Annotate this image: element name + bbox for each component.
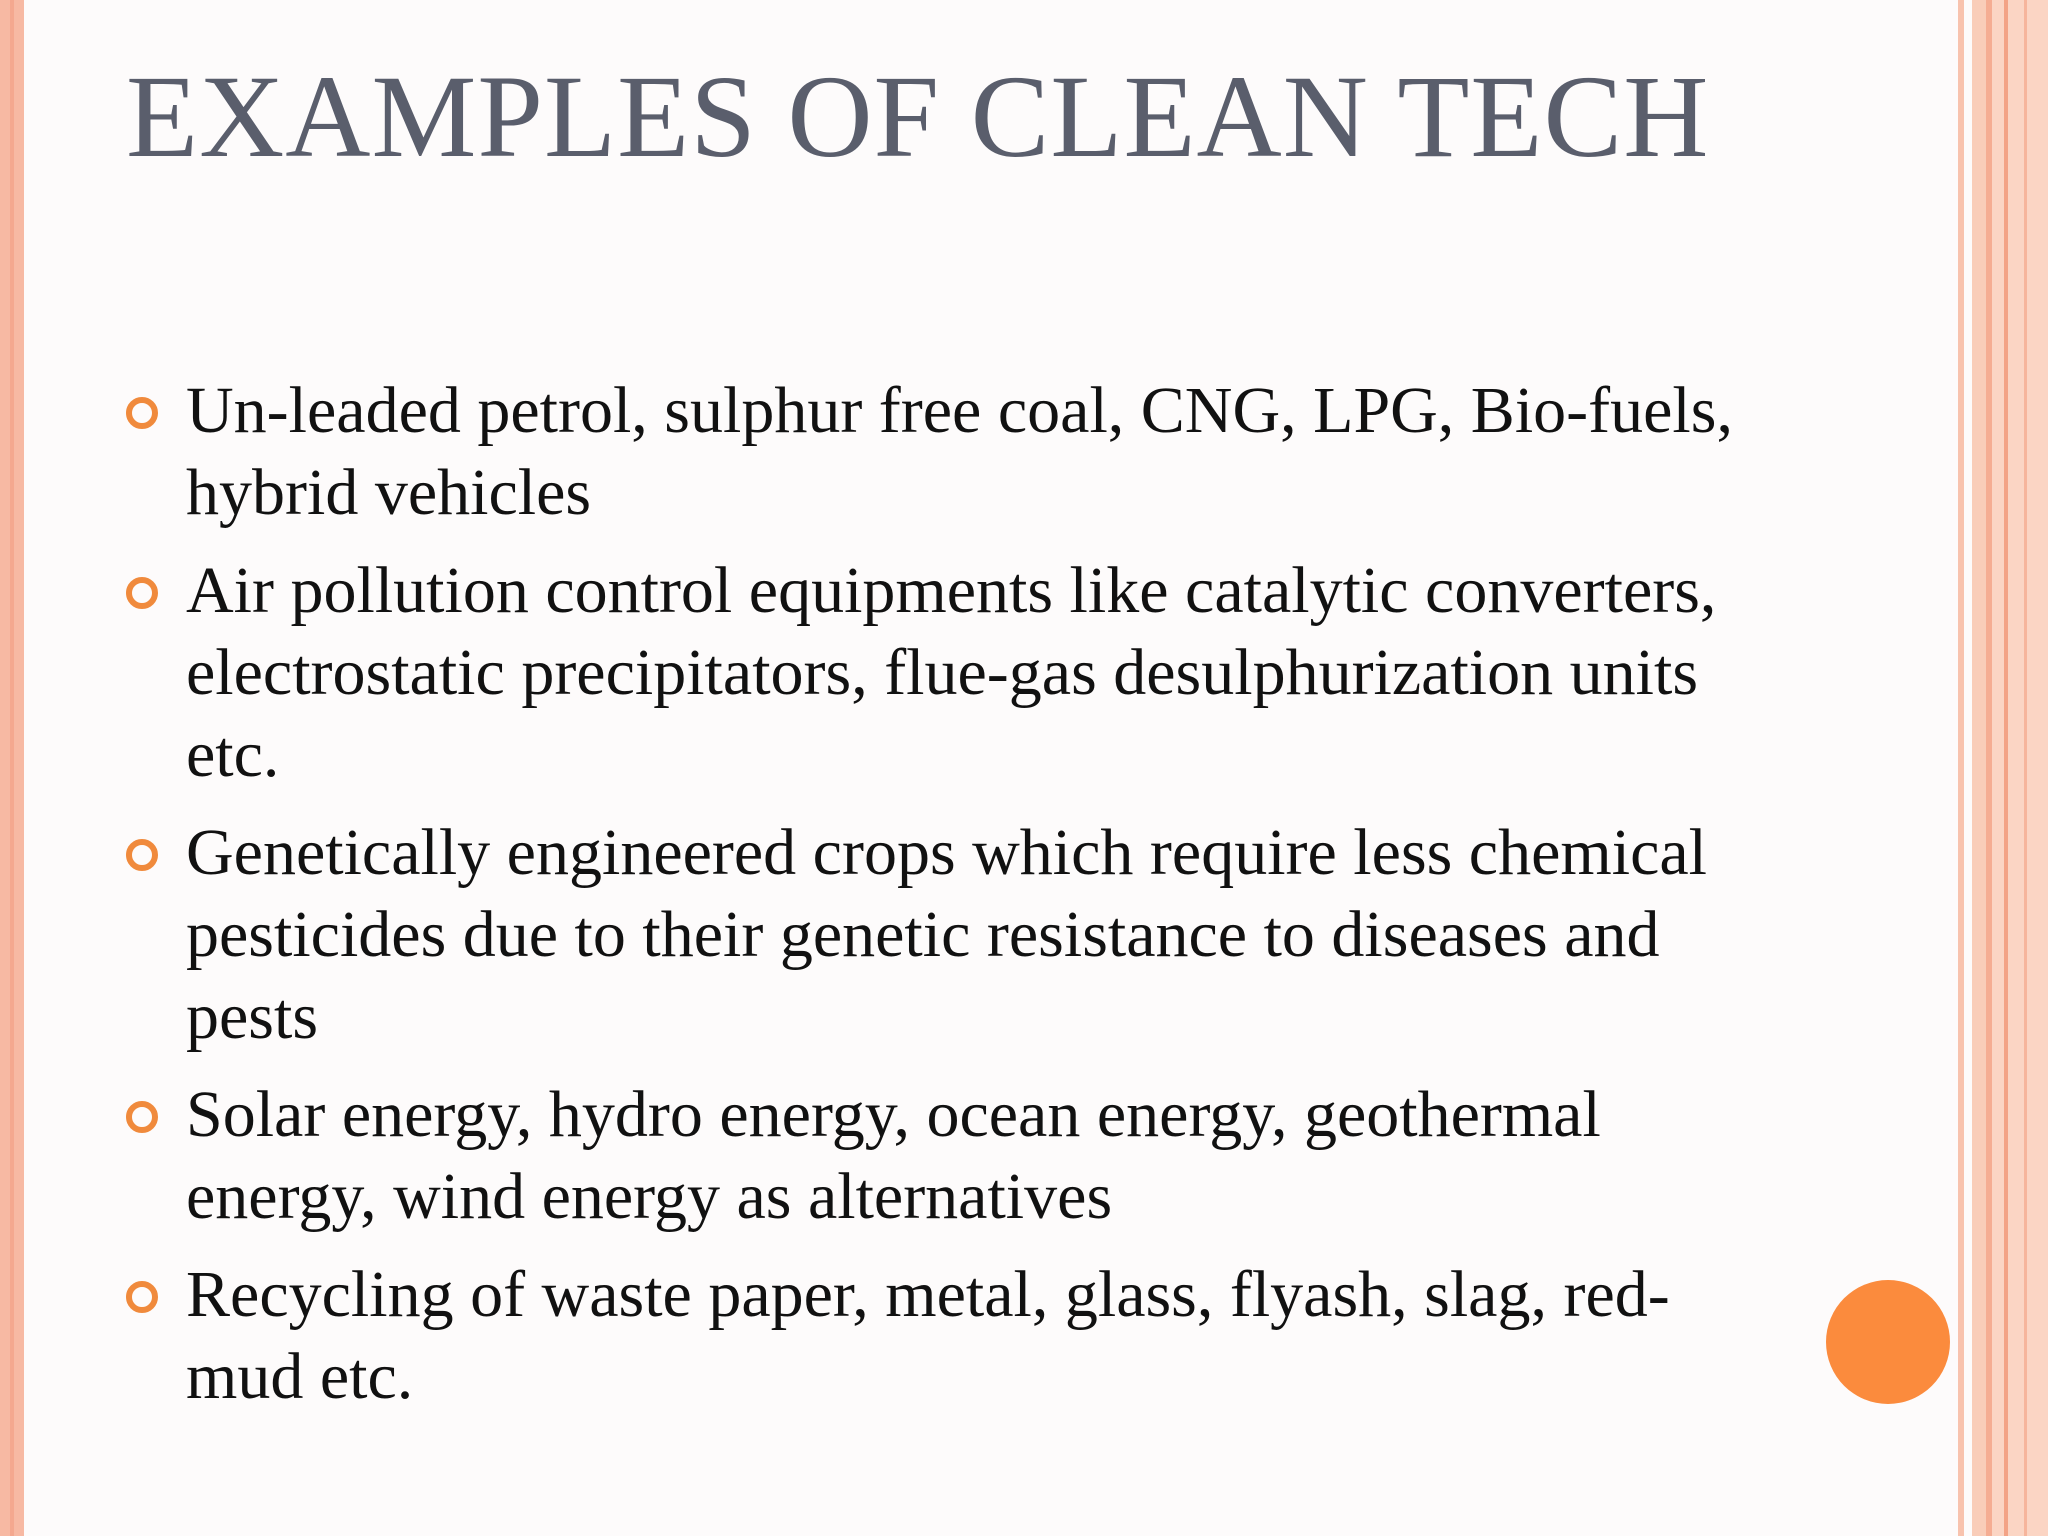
bullet-list <box>126 370 1746 1434</box>
right-border-stripe <box>2024 0 2027 1536</box>
bullet-text: Air pollution control equipments like catalytic converters, electrostatic precipitators, flue-gas desulphurization units etc. <box>186 554 1717 791</box>
hollow-circle-bullet-icon <box>126 577 158 609</box>
slide-title: EXAMPLES OF CLEAN TECH <box>126 51 1710 182</box>
bullet-item <box>126 1074 1746 1238</box>
left-border-decoration <box>0 0 24 1536</box>
hollow-circle-bullet-icon <box>126 1281 158 1313</box>
bullet-item <box>126 812 1746 1058</box>
bullet-text: Recycling of waste paper, metal, glass, flyash, slag, red-mud etc. <box>186 1258 1670 1413</box>
bullet-text: Solar energy, hydro energy, ocean energy, geothermal energy, wind energy as alternatives <box>186 1078 1601 1233</box>
left-border-line <box>10 0 14 1536</box>
bullet-item <box>126 1254 1746 1418</box>
hollow-circle-bullet-icon <box>126 839 158 871</box>
right-border-stripe <box>1992 0 2048 1536</box>
bullet-text: Genetically engineered crops which require less chemical pesticides due to their genetic resistance to diseases and pests <box>186 816 1707 1053</box>
bullet-item <box>126 550 1746 796</box>
right-border-stripe <box>2004 0 2008 1536</box>
right-border-stripe <box>1958 0 1964 1536</box>
orange-circle-decoration <box>1826 1280 1950 1404</box>
bullet-item <box>126 370 1746 534</box>
right-border-stripe <box>1972 0 1986 1536</box>
hollow-circle-bullet-icon <box>126 397 158 429</box>
hollow-circle-bullet-icon <box>126 1101 158 1133</box>
bullet-text: Un-leaded petrol, sulphur free coal, CNG, LPG, Bio-fuels, hybrid vehicles <box>186 374 1733 529</box>
